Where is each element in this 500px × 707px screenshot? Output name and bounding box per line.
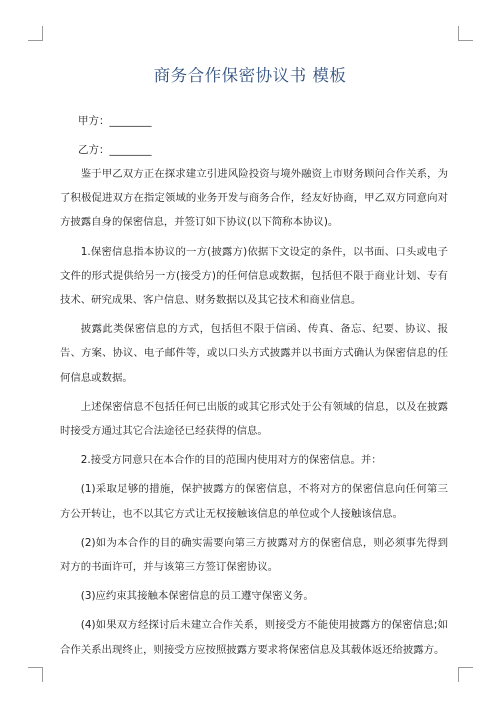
paragraph-preamble: 鉴于甲乙双方正在探求建立引进风险投资与境外融资上市财务顾问合作关系，为了积极促进双方在指定领域的业务开发与商务合作，经友好协商，甲乙双方同意向对方披露自身的保密信息，并签订如下协议(以下简称本协议)。 — [60, 168, 448, 229]
paragraph-clause-2: 2.接受方同意只在本合作的目的范围内使用对方的保密信息。并： — [80, 454, 382, 467]
corner-mark-bottom-left — [28, 667, 43, 682]
paragraph-clause-1: 1.保密信息指本协议的一方(披露方)依据下文设定的条件，以书面、口头或电子文件的形式提供给另一方(接受方)的任何信息或数据，包括但不限于商业计划、专有技术、研究成果、客户信息、财务数据以及其它技术和商业信息。 — [60, 245, 448, 307]
corner-mark-top-right — [458, 26, 473, 41]
paragraph-item-3: (3)应约束其接触本保密信息的员工遵守保密义务。 — [80, 590, 314, 603]
party-a-line: 甲方：________ — [78, 115, 152, 127]
document-title: 商务合作保密协议书 模板 — [153, 66, 347, 85]
corner-mark-top-left — [28, 26, 43, 41]
corner-mark-bottom-right — [458, 667, 473, 682]
paragraph-item-2: (2)如为本合作的目的确实需要向第三方披露对方的保密信息，则必须事先得到对方的书面许可，并与该第三方签订保密协议。 — [60, 536, 448, 574]
paragraph-disclosure-methods: 披露此类保密信息的方式，包括但不限于信函、传真、备忘、纪要、协议、报告、方案、协议、电子邮件等，或以口头方式披露并以书面方式确认为保密信息的任何信息或数据。 — [60, 323, 448, 384]
paragraph-exclusions: 上述保密信息不包括任何已出版的或其它形式处于公有领域的信息，以及在披露时接受方通过其它合法途径已经获得的信息。 — [60, 400, 448, 438]
paragraph-item-1: (1)采取足够的措施，保护披露方的保密信息，不将对方的保密信息向任何第三方公开转让，也不以其它方式让无权接触该信息的单位或个人接触该信息。 — [60, 483, 448, 520]
document-body — [60, 162, 448, 667]
paragraph-item-4: (4)如果双方经探讨后未建立合作关系，则接受方不能使用披露方的保密信息;如合作关系出现终止，则接受方应按照披露方要求将保密信息及其载体返还给披露方。 — [60, 619, 448, 656]
party-b-line: 乙方：________ — [78, 144, 152, 156]
